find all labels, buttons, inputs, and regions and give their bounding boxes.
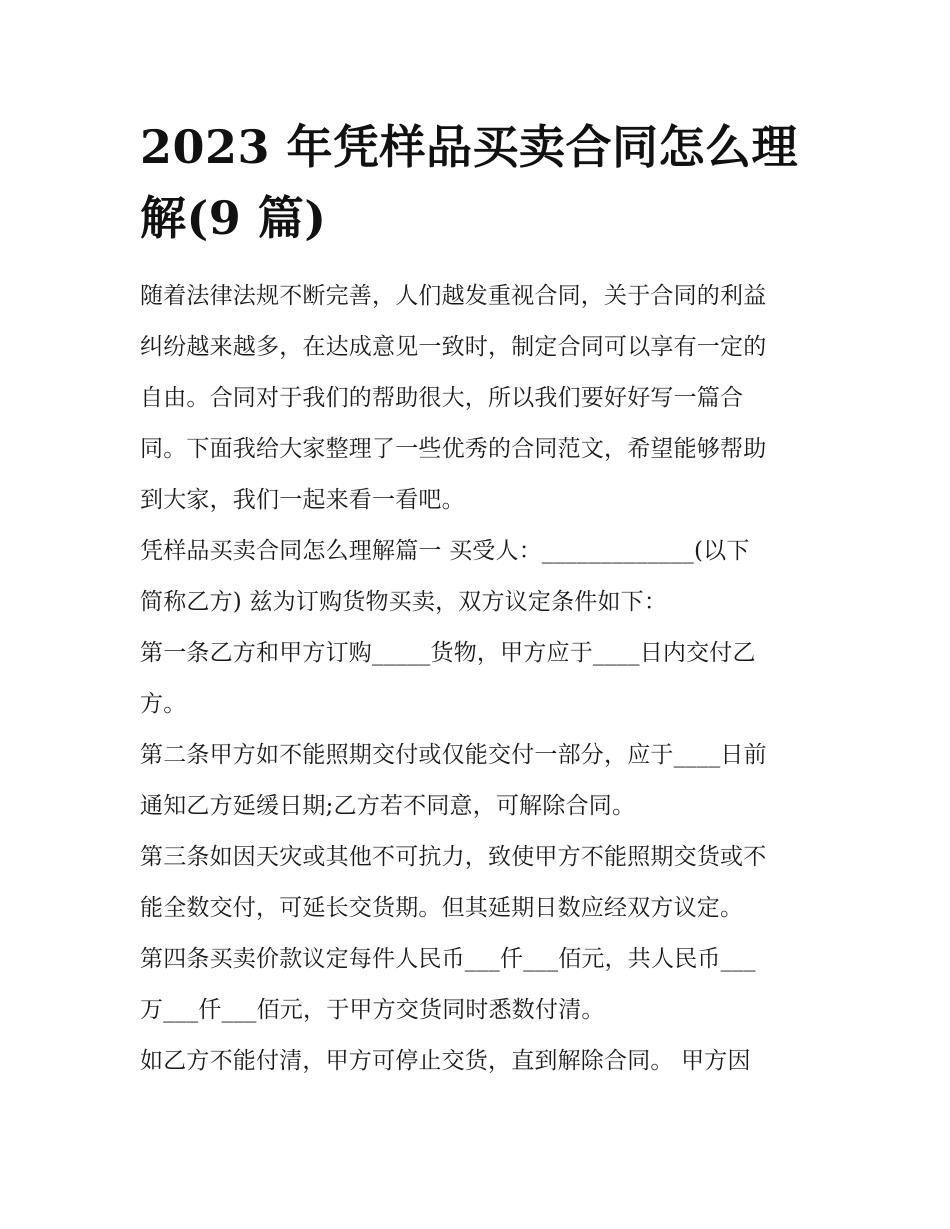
text-line: 能全数交付，可延长交货期。但其延期日数应经双方议定。 bbox=[140, 895, 744, 921]
text-line: 纠纷越来越多，在达成意见一致时，制定合同可以享有一定的 bbox=[140, 334, 767, 360]
text-line: 通知乙方延缓日期;乙方若不同意，可解除合同。 bbox=[140, 793, 636, 819]
title-line: 2023 年凭样品买卖合同怎么理 bbox=[140, 120, 799, 174]
document-body bbox=[140, 271, 812, 1087]
title-line: 解(9 篇) bbox=[140, 191, 327, 245]
article-3-paragraph bbox=[140, 832, 812, 934]
document-title bbox=[140, 112, 812, 254]
text-line: 第四条买卖价款议定每件人民币___仟___佰元，共人民币___ bbox=[140, 946, 756, 972]
article-4-paragraph bbox=[140, 934, 812, 1036]
text-line: 简称乙方) 兹为订购货物买卖，双方议定条件如下： bbox=[140, 589, 668, 615]
text-line: 凭样品买卖合同怎么理解篇一 买受人：_____________(以下 bbox=[140, 538, 750, 564]
text-line: 第一条乙方和甲方订购_____货物，甲方应于____日内交付乙 bbox=[140, 640, 756, 666]
intro-paragraph bbox=[140, 271, 812, 526]
buyer-paragraph bbox=[140, 526, 812, 628]
document-page bbox=[140, 112, 812, 1087]
text-line: 方。 bbox=[140, 691, 187, 717]
article-2-paragraph bbox=[140, 730, 812, 832]
text-line: 如乙方不能付清，甲方可停止交货，直到解除合同。 甲方因 bbox=[140, 1048, 751, 1074]
article-1-paragraph bbox=[140, 628, 812, 730]
text-line: 随着法律法规不断完善，人们越发重视合同，关于合同的利益 bbox=[140, 283, 767, 309]
payment-paragraph bbox=[140, 1036, 812, 1087]
text-line: 第三条如因天灾或其他不可抗力，致使甲方不能照期交货或不 bbox=[140, 844, 767, 870]
text-line: 到大家，我们一起来看一看吧。 bbox=[140, 487, 465, 513]
text-line: 同。下面我给大家整理了一些优秀的合同范文，希望能够帮助 bbox=[140, 436, 767, 462]
text-line: 万___仟___佰元，于甲方交货同时悉数付清。 bbox=[140, 997, 605, 1023]
text-line: 自由。合同对于我们的帮助很大，所以我们要好好写一篇合 bbox=[140, 385, 744, 411]
text-line: 第二条甲方如不能照期交付或仅能交付一部分，应于____日前 bbox=[140, 742, 767, 768]
